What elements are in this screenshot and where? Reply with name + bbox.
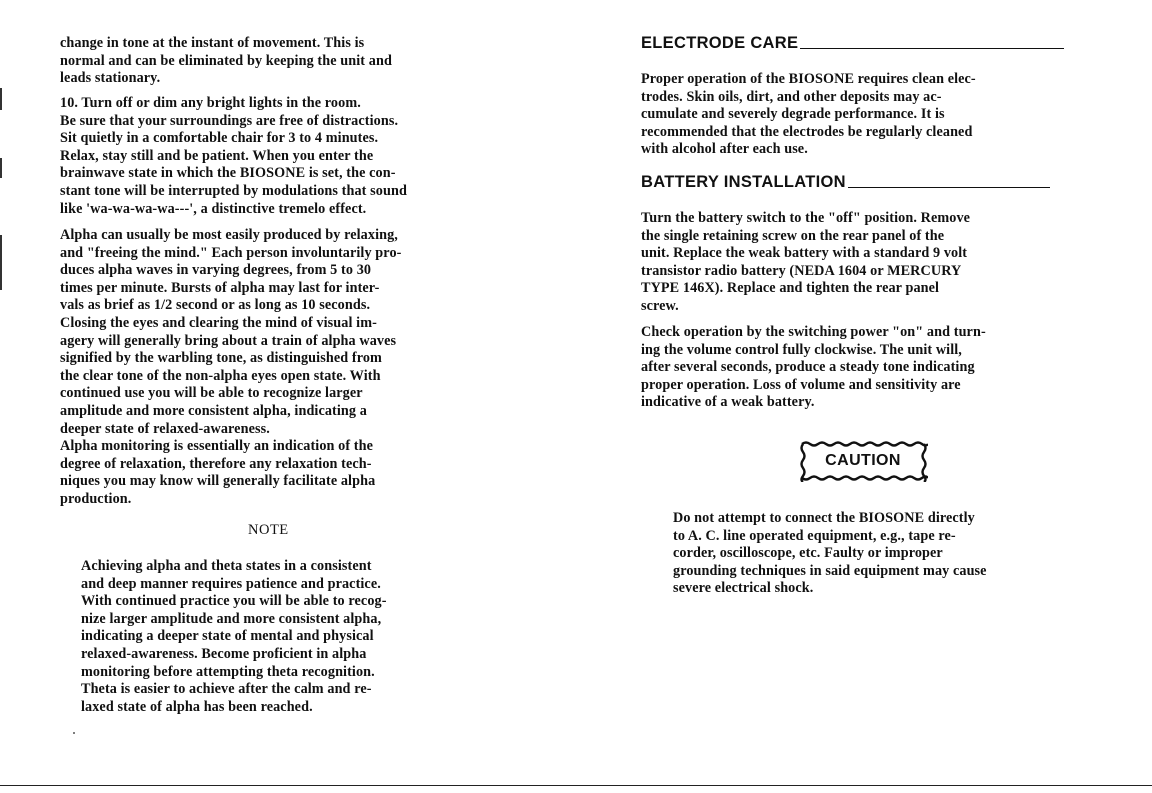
battery-installation-body-1: Turn the battery switch to the "off" position. Remove the single retaining screw on the rear panel of the unit. Replace the weak battery with a standard 9 volt transistor radio battery (NEDA 1604 or MERCURY TYPE 146X). Replace and tighten the rear panel screw.: [641, 210, 971, 314]
battery-installation-heading-text: BATTERY INSTALLATION: [641, 173, 846, 191]
caution-badge: [798, 440, 928, 482]
paragraph-alpha: Alpha can usually be most easily produced by relaxing, and "freeing the mind." Each person involuntarily pro- duces alpha waves in varying degrees, from 5 to 30 times per minute. Bursts of alpha may last for inter- vals as brief as 1/2 second or as long as 10 seconds. Closing the eyes and clearing the mind of visual im- agery will generally bring about a train of alpha waves signified by the warbling tone, as distinguished from the clear tone of the non-alpha eyes open state. With continued use you will be able to recognize larger amplitude and more consistent alpha, indicating a deeper state of relaxed-awareness.: [60, 227, 402, 437]
paragraph-step-10: 10. Turn off or dim any bright lights in the room. Be sure that your surroundings are free of distractions. Sit quietly in a comfortable chair for 3 to 4 minutes. Relax, stay still and be patient. When you enter the brainwave state in which the BIOSONE is set, the con- stant tone will be interrupted by modulations that sound like 'wa-wa-wa-wa---', a distinctive tremelo effect.: [60, 95, 407, 217]
battery-installation-heading: [641, 173, 1050, 192]
battery-installation-body-2: Check operation by the switching power "on" and turn- ing the volume control fully clockwise. The unit will, after several seconds, produce a steady tone indicating proper operation. Loss of volume and sensitivity are indicative of a weak battery.: [641, 324, 986, 411]
caution-label: CAUTION: [825, 452, 901, 469]
caution-body: Do not attempt to connect the BIOSONE directly to A. C. line operated equipment, e.g., tape re- corder, oscilloscope, etc. Faulty or improper grounding techniques in said equipment may cause severe electrical shock.: [673, 510, 987, 597]
heading-rule: [848, 187, 1050, 188]
electrode-care-heading: [641, 34, 1064, 53]
electrode-care-heading-text: ELECTRODE CARE: [641, 34, 799, 52]
note-body: Achieving alpha and theta states in a consistent and deep manner requires patience and practice. With continued practice you will be able to recog- nize larger amplitude and more consistent alpha, indicating a deeper state of mental and physical relaxed-awareness. Become proficient in alpha monitoring before attempting theta recognition. Theta is easier to achieve after the calm and re- laxed state of alpha has been reached.: [81, 558, 387, 715]
scan-speck: [73, 732, 75, 734]
page-bottom-rule: [0, 785, 1152, 786]
heading-rule: [800, 48, 1064, 49]
paragraph-alpha-monitoring: Alpha monitoring is essentially an indication of the degree of relaxation, therefore any relaxation tech- niques you may know will generally facilitate alpha production.: [60, 438, 376, 507]
left-edge-mark: [0, 235, 2, 290]
left-edge-mark: [0, 158, 2, 178]
electrode-care-body: Proper operation of the BIOSONE requires clean elec- trodes. Skin oils, dirt, and other deposits may ac- cumulate and severely degrade performance. It is recommended that the electrodes be regularly cleaned with alcohol after each use.: [641, 71, 976, 158]
note-title: NOTE: [248, 522, 289, 538]
left-edge-mark: [0, 88, 2, 110]
paragraph-continuation: change in tone at the instant of movement. This is normal and can be eliminated by keeping the unit and leads stationary.: [60, 35, 392, 87]
